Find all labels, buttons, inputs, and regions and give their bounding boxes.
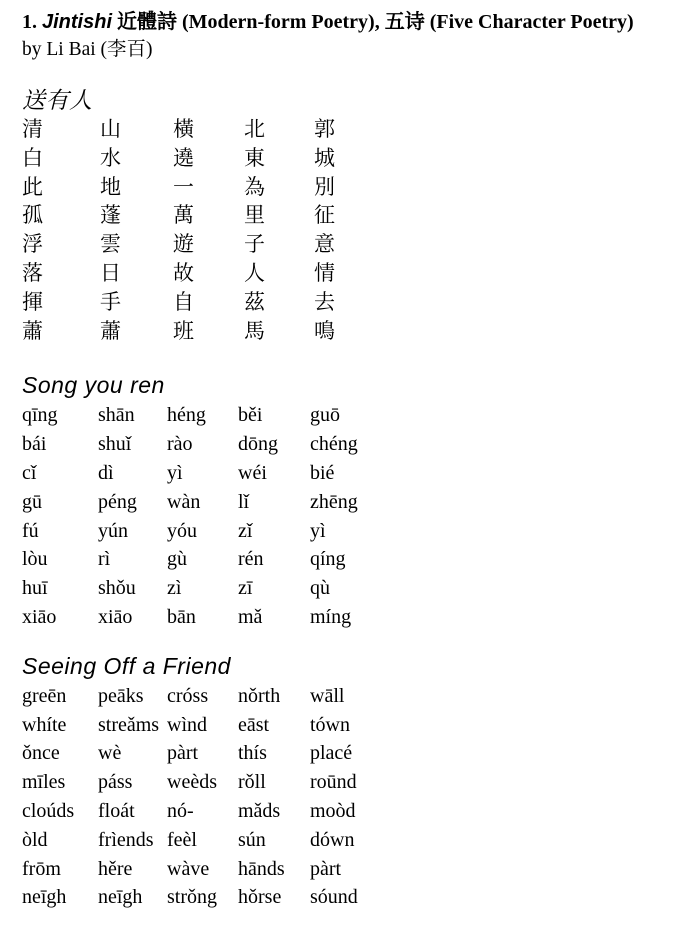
word-cell: cloúds <box>22 799 75 822</box>
word-cell: 里 <box>244 203 265 228</box>
word-cell: zī <box>238 577 253 600</box>
poem-row <box>22 517 692 546</box>
word-cell: whíte <box>22 713 67 736</box>
poem-row <box>22 201 692 230</box>
word-cell: moòd <box>310 799 356 822</box>
word-cell: cróss <box>167 684 209 707</box>
word-cell: běi <box>238 404 263 427</box>
word-cell: mǎ <box>238 605 263 628</box>
poem-row <box>22 430 692 459</box>
word-cell: qù <box>310 577 330 600</box>
word-cell: lǐ <box>238 490 250 513</box>
word-cell: floát <box>98 799 135 822</box>
word-cell: dōng <box>238 433 278 456</box>
word-cell: 手 <box>100 289 121 314</box>
word-cell: 馬 <box>244 318 265 343</box>
poem-row <box>22 739 692 768</box>
section-heading-english: Seeing Off a Friend <box>22 652 231 679</box>
poem-row <box>22 173 692 202</box>
word-cell: sóund <box>310 886 358 909</box>
word-cell: 人 <box>244 260 265 285</box>
word-cell: qīng <box>22 404 58 427</box>
section-heading-pinyin: Song you ren <box>22 372 165 399</box>
word-cell: 為 <box>244 174 265 199</box>
word-cell: bái <box>22 433 47 456</box>
word-cell: strǒng <box>167 886 217 909</box>
poem-row <box>22 855 692 884</box>
word-cell: frōm <box>22 857 61 880</box>
word-cell: huī <box>22 577 48 600</box>
word-cell: yún <box>98 519 128 542</box>
word-cell: pàrt <box>310 857 342 880</box>
word-cell: yì <box>167 461 183 484</box>
word-cell: feèl <box>167 828 197 851</box>
word-cell: 水 <box>100 145 121 170</box>
word-cell: frìends <box>98 828 154 851</box>
word-cell: dówn <box>310 828 355 851</box>
word-cell: hěre <box>98 857 133 880</box>
word-cell: òld <box>22 828 48 851</box>
word-cell: sún <box>238 828 266 851</box>
word-cell: 自 <box>173 289 194 314</box>
word-cell: weèds <box>167 771 217 794</box>
word-cell: placé <box>310 742 353 765</box>
word-cell: 蓬 <box>100 203 121 228</box>
word-cell: wàn <box>167 490 201 513</box>
word-cell: wéi <box>238 461 267 484</box>
word-cell: hānds <box>238 857 285 880</box>
word-cell: 子 <box>244 232 265 257</box>
word-cell: qíng <box>310 548 346 571</box>
word-cell: xiāo <box>22 605 57 628</box>
word-cell: 意 <box>314 232 335 257</box>
word-cell: ǒnce <box>22 742 60 765</box>
word-cell: 橫 <box>173 117 194 141</box>
word-cell: zhēng <box>310 490 358 513</box>
chinese-poem-grid <box>22 115 692 345</box>
poem-row <box>22 230 692 259</box>
page-title <box>22 9 692 35</box>
poem-row <box>22 288 692 317</box>
word-cell: 班 <box>173 318 194 343</box>
word-cell: wàve <box>167 857 210 880</box>
word-cell: rén <box>238 548 264 571</box>
word-cell: wè <box>98 742 122 765</box>
word-cell: 此 <box>22 174 43 199</box>
word-cell: thís <box>238 742 267 765</box>
word-cell: peāks <box>98 684 144 707</box>
poem-row <box>22 401 692 430</box>
word-cell: 雲 <box>100 232 121 257</box>
word-cell: nǒrth <box>238 684 281 707</box>
word-cell: rì <box>98 548 111 571</box>
word-cell: eāst <box>238 713 270 736</box>
word-cell: 北 <box>244 117 265 141</box>
word-cell: hǒrse <box>238 886 282 909</box>
word-cell: lòu <box>22 548 48 571</box>
word-cell: streǎms <box>98 713 160 736</box>
word-cell: 萬 <box>173 203 194 228</box>
poem-row <box>22 459 692 488</box>
word-cell: 故 <box>173 260 194 285</box>
word-cell: shǒu <box>98 577 136 600</box>
title-number: 1. <box>22 11 42 33</box>
word-cell: cǐ <box>22 461 37 484</box>
word-cell: 孤 <box>22 203 43 228</box>
word-cell: shuǐ <box>98 433 132 456</box>
word-cell: 一 <box>173 174 194 199</box>
word-cell: neīgh <box>22 886 67 909</box>
title-rest: 近體詩 (Modern-form Poetry), 五诗 (Five Character Poetry) <box>112 11 634 33</box>
word-cell: 山 <box>100 117 121 141</box>
word-cell: 落 <box>22 260 43 285</box>
english-translation-grid <box>22 682 692 912</box>
section-pinyin <box>22 371 692 631</box>
word-cell: yóu <box>167 519 197 542</box>
word-cell: rǒll <box>238 771 266 794</box>
poem-row <box>22 545 692 574</box>
poem-row <box>22 883 692 912</box>
poem-row <box>22 488 692 517</box>
word-cell: 別 <box>314 174 335 199</box>
word-cell: bān <box>167 605 196 628</box>
pinyin-grid <box>22 401 692 631</box>
word-cell: páss <box>98 771 133 794</box>
word-cell: 日 <box>100 260 121 285</box>
poem-row <box>22 115 692 144</box>
word-cell: chéng <box>310 433 358 456</box>
poem-row <box>22 603 692 632</box>
word-cell: wāll <box>310 684 345 707</box>
word-cell: 去 <box>314 289 335 314</box>
section-english <box>22 652 692 912</box>
word-cell: 浮 <box>22 232 43 257</box>
word-cell: 城 <box>314 145 335 170</box>
poem-row <box>22 574 692 603</box>
word-cell: 蕭 <box>22 318 43 343</box>
word-cell: wìnd <box>167 713 207 736</box>
word-cell: 郭 <box>314 117 335 141</box>
word-cell: gù <box>167 548 187 571</box>
section-heading-chinese: 送有人 <box>22 87 93 113</box>
word-cell: míng <box>310 605 352 628</box>
word-cell: 清 <box>22 117 43 141</box>
poem-row <box>22 259 692 288</box>
word-cell: rào <box>167 433 193 456</box>
poem-row <box>22 682 692 711</box>
word-cell: héng <box>167 404 206 427</box>
section-chinese <box>22 87 692 345</box>
poem-row <box>22 826 692 855</box>
word-cell: greēn <box>22 684 67 707</box>
word-cell: 征 <box>314 203 335 228</box>
poem-row <box>22 768 692 797</box>
word-cell: péng <box>98 490 137 513</box>
poem-row <box>22 317 692 346</box>
word-cell: roūnd <box>310 771 357 794</box>
byline: by Li Bai (李百) <box>22 39 153 60</box>
word-cell: mīles <box>22 771 66 794</box>
word-cell: tówn <box>310 713 350 736</box>
poem-row <box>22 711 692 740</box>
poem-row <box>22 144 692 173</box>
word-cell: 遊 <box>173 232 194 257</box>
word-cell: 東 <box>244 145 265 170</box>
word-cell: 蕭 <box>100 318 121 343</box>
word-cell: nó- <box>167 799 194 822</box>
word-cell: 白 <box>22 145 43 170</box>
word-cell: zì <box>167 577 182 600</box>
word-cell: zǐ <box>238 519 253 542</box>
poem-row <box>22 797 692 826</box>
word-cell: 遶 <box>173 145 194 170</box>
word-cell: guō <box>310 404 340 427</box>
word-cell: yì <box>310 519 326 542</box>
word-cell: 情 <box>314 260 335 285</box>
word-cell: 茲 <box>244 289 265 314</box>
word-cell: xiāo <box>98 605 133 628</box>
word-cell: 鳴 <box>314 318 335 343</box>
title-jintishi: Jintishi <box>42 11 113 33</box>
word-cell: gū <box>22 490 42 513</box>
word-cell: pàrt <box>167 742 199 765</box>
word-cell: mǎds <box>238 799 281 822</box>
word-cell: 地 <box>100 174 121 199</box>
word-cell: fú <box>22 519 39 542</box>
word-cell: neīgh <box>98 886 143 909</box>
word-cell: shān <box>98 404 135 427</box>
word-cell: dì <box>98 461 114 484</box>
word-cell: 揮 <box>22 289 43 314</box>
word-cell: bié <box>310 461 335 484</box>
